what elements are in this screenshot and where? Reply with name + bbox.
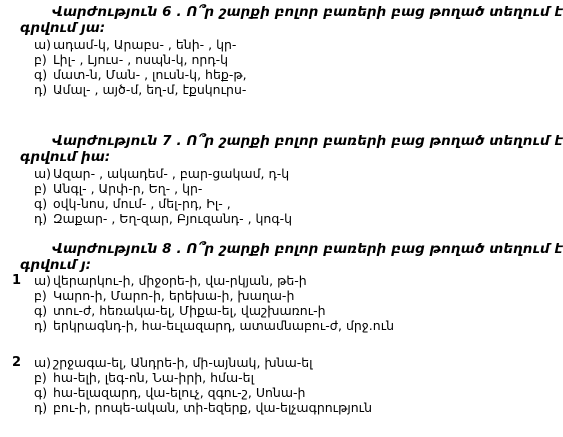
option-a: ա) շրջագա-ել, Անդրե-ի, մի-այնակ, խնա-ել <box>34 355 313 370</box>
exercise-8 <box>0 241 563 415</box>
option-a: ա) ադամ-կ, Արաբս- , ենի- , կր- <box>34 37 237 52</box>
option-c: գ) օվկ-նոս, մում- , մել-րդ, Իլ- , <box>34 196 231 211</box>
exercise-6-title-continuation: գրվում յա: <box>20 20 106 36</box>
group-number: 1 <box>12 273 22 288</box>
exercise-7-title: Վարժություն 7 . Ո՞ր շարքի բոլոր բառերի բաց թողած տեղում է <box>52 133 563 149</box>
exercise-7-title-continuation: գրվում իա: <box>20 149 111 165</box>
option-d: դ) Ամալ- , այծ-մ, եղ-մ, էքսկուրս- <box>34 82 247 97</box>
option-b: բ) Կարո-ի, Մարո-ի, երեխա-ի, խաղա-ի <box>34 288 295 303</box>
exercise-8-group-1 <box>0 273 472 333</box>
option-c: գ) տու-ժ, հեռակա-ել, Միքա-ել, վաշխառու-ի <box>34 303 326 318</box>
exercise-6-options <box>0 37 472 97</box>
option-c: գ) հա-ելազարդ, վա-ելուչ, զգու-շ, Սոնա-ի <box>34 385 306 400</box>
option-a: ա) վերարկու-ի, միջօրե-ի, վա-րկյան, թե-ի <box>34 273 307 288</box>
exercise-8-title: Վարժություն 8 . Ո՞ր շարքի բոլոր բառերի բաց թողած տեղում է <box>52 241 563 257</box>
exercise-8-group-2 <box>0 355 472 415</box>
option-c: գ) մատ-ն, Ման- , լուսն-կ, հեք-թ, <box>34 67 247 82</box>
option-b: բ) Լիլ- , Լյուս- , ոսպն-կ, որդ-կ <box>34 52 229 67</box>
option-d: դ) Զաքար- , Եղ-զար, Բյուզանդ- , կոգ-կ <box>34 211 293 226</box>
option-d: դ) երկրագնդ-ի, հա-եւլազարդ, ատամնաբու-ժ, մրջ.ուն <box>34 318 395 333</box>
option-a: ա) Ազար- , ակադեմ- , բար-ցակամ, դ-կ <box>34 166 290 181</box>
exercise-8-title-continuation: գրվում յ: <box>20 257 92 273</box>
option-b: բ) Անգլ- , Արփ-ր, Եղ- , կր- <box>34 181 203 196</box>
option-d: դ) բու-ի, րոպե-ական, տի-եզերք, վա-ելչագրություն <box>34 400 372 415</box>
exercise-7-options <box>0 166 472 226</box>
exercise-6 <box>0 4 563 97</box>
option-b: բ) հա-ելի, լեգ-ոն, Նա-իրի, հմա-ել <box>34 370 254 385</box>
group-number: 2 <box>12 355 22 370</box>
exercise-7 <box>0 133 563 226</box>
exercise-6-title: Վարժություն 6 . Ո՞ր շարքի բոլոր բառերի բաց թողած տեղում է <box>52 4 563 20</box>
